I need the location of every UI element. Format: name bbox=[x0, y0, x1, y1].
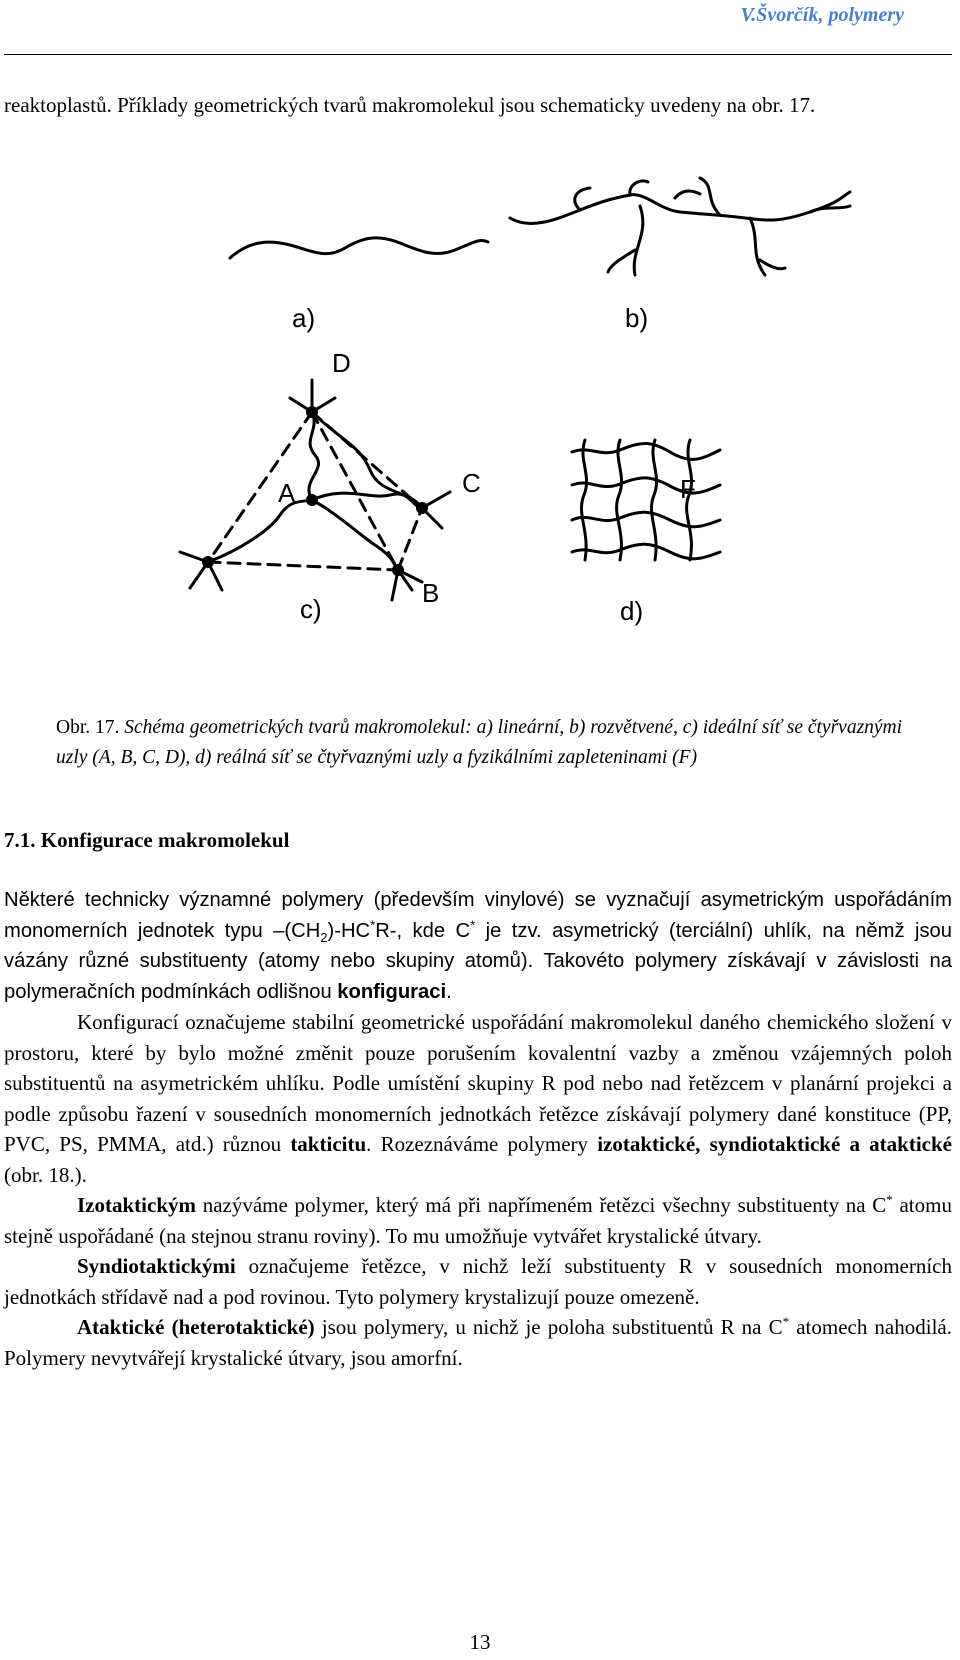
caption-label: Obr. 17. bbox=[56, 717, 120, 738]
label-a: a) bbox=[292, 303, 316, 333]
paragraph-5: Ataktické (heterotaktické) jsou polymery, u nichž je poloha substituentů R na C* atomech nahodilá. Polymery nevytvářejí krystalické útvary, jsou amorfní. bbox=[4, 1314, 952, 1370]
label-D: D bbox=[332, 348, 351, 378]
running-header: V.Švorčík, polymery bbox=[740, 4, 904, 26]
network-edge-DA bbox=[309, 412, 319, 500]
paragraph-4: Syndiotaktickými označujeme řetězce, v nichž leží substituenty R v sousedních monomerních jednotkách střídavě nad a pod rovinou. Tyto polymery krystalizují pouze omezeně. bbox=[4, 1254, 952, 1309]
section-heading: 7.1. Konfigurace makromolekul bbox=[4, 828, 290, 852]
body-text bbox=[4, 885, 952, 1373]
label-A: A bbox=[278, 478, 296, 508]
figure-caption bbox=[56, 713, 936, 773]
paragraph-3: Izotaktickým nazýváme polymer, který má při napřímeném řetězci všechny substituenty na C* atomu stejně uspořádané (na stejnou stranu roviny). To mu umožňuje vytvářet krystalické útvary. bbox=[4, 1192, 952, 1248]
caption-text: Schéma geometrických tvarů makromolekul: a) lineární, b) rozvětvené, c) ideální síť se čtyřvaznými uzly (A, B, C, D), d) reálná síť se čtyřvaznými uzly a fyzikálními zapleteninami (F) bbox=[56, 717, 903, 768]
header-rule bbox=[4, 54, 952, 55]
label-C: C bbox=[462, 468, 481, 498]
paragraph-2: Konfigurací označujeme stabilní geometrické uspořádání makromolekul daného chemického složení v prostoru, které by bylo možné změnit pouze porušením kovalentní vazby a změnou vzájemných poloh substituentů na asymetrickém uhlíku. Podle umístění skupiny R pod nebo nad řetězcem v planární projekci a podle způsobu řazení v sousedních monomerních jednotkách řetězce získávají polymery dané konstituce (PP, PVC, PS, PMMA, atd.) různou takticitu. Rozeznáváme polymery izotaktické, syndiotaktické a ataktické (obr. 18.). bbox=[4, 1010, 952, 1187]
label-d: d) bbox=[620, 596, 644, 626]
paragraph-1: Některé technicky významné polymery (především vinylové) se vyznačují asymetrickým uspořádáním monomerních jednotek typu $-(CH_2)-HC^*R-$, kde C* je tzv. asymetrický (terciální) uhlík, na němž jsou vázány různé substituenty (atomy nebo skupiny atomů). Takovéto polymery získávají v závislosti na polymeračních podmínkách odlišnou konfiguraci. bbox=[4, 889, 952, 1003]
label-F: F bbox=[680, 474, 696, 504]
real-network bbox=[572, 440, 720, 560]
label-B: B bbox=[422, 578, 440, 608]
page-number: 13 bbox=[469, 1630, 491, 1654]
linear-chain bbox=[230, 238, 488, 258]
label-c: c) bbox=[300, 594, 322, 624]
branched-chain bbox=[510, 192, 850, 223]
figure-17 bbox=[160, 140, 920, 680]
label-b: b) bbox=[625, 303, 649, 333]
intro-paragraph: reaktoplastů. Příklady geometrických tvarů makromolekul jsou schematicky uvedeny na obr. 17. bbox=[4, 93, 816, 117]
